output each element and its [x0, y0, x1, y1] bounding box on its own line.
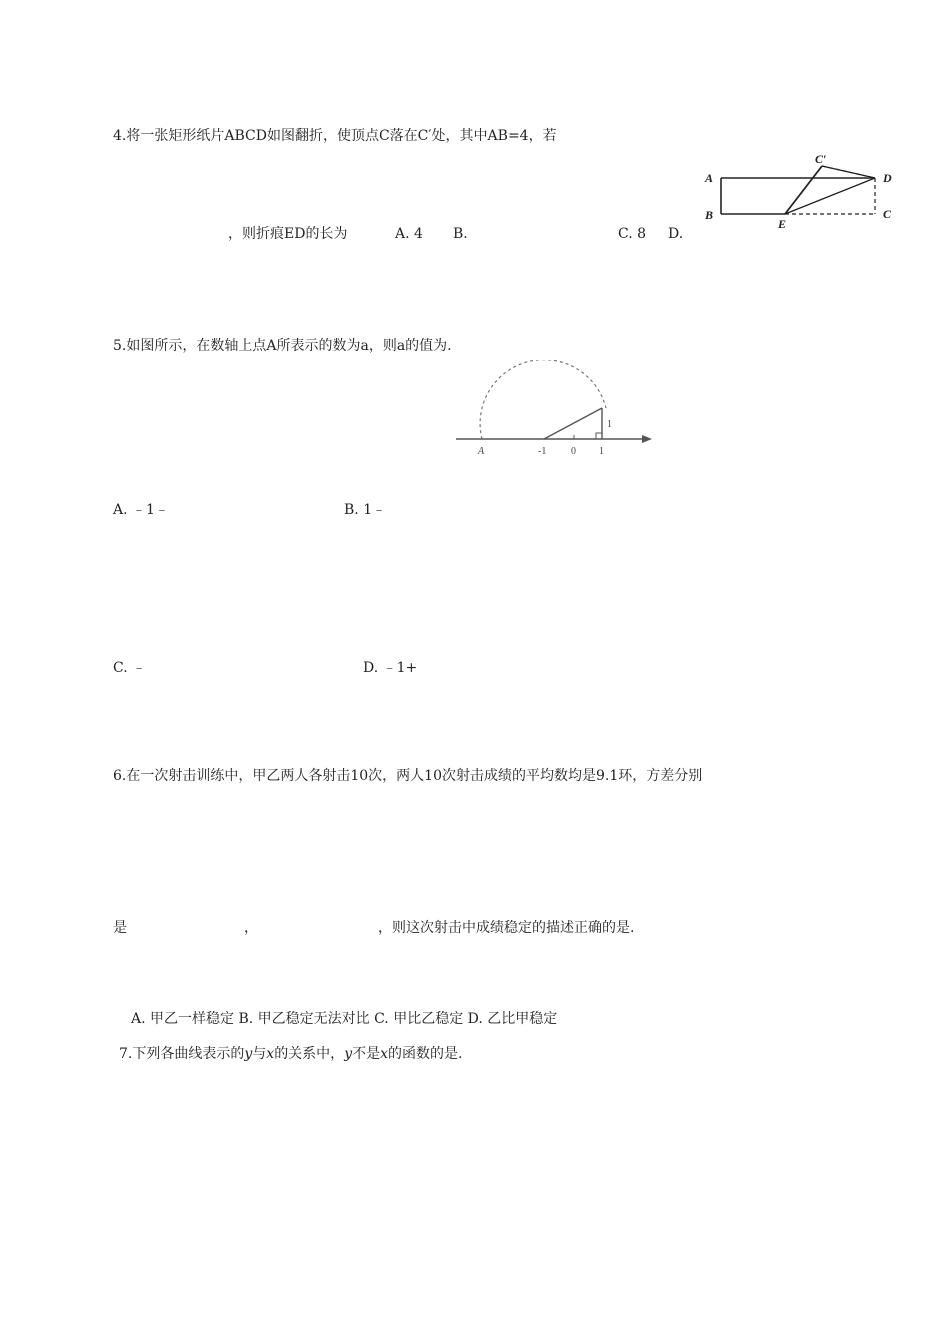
q5-figure-number-line: [452, 360, 657, 460]
q4-option-b: B.: [453, 226, 468, 242]
q7-var-x: x: [266, 1046, 275, 1062]
q5-option-d: D. ﹣1+: [363, 660, 418, 676]
q6-continued-end: ，则这次射击中成绩稳定的描述正确的是.: [378, 920, 635, 936]
q5-option-a: A. ﹣1﹣: [113, 502, 169, 518]
q6-continued-start: 是: [113, 920, 127, 936]
q7-stem: [119, 1046, 462, 1062]
q5-label-height: 1: [607, 419, 612, 430]
q5-option-b: B. 1﹣: [344, 502, 387, 518]
q4-option-d: D.: [668, 226, 684, 242]
q4-stem-continued: ，则折痕ED的长为: [228, 226, 348, 242]
q5-label-one: 1: [599, 446, 604, 457]
q5-label-zero: 0: [571, 446, 576, 457]
q7-stem-part3: 的关系中，: [274, 1046, 345, 1062]
q5-label-neg-one: -1: [538, 446, 547, 457]
q4-label-B: B: [705, 208, 714, 222]
q7-var-y-2: y: [344, 1046, 353, 1062]
q7-var-x-2: x: [380, 1046, 389, 1062]
q4-option-c: C. 8: [618, 226, 647, 242]
q7-stem-part2: 与: [252, 1046, 267, 1062]
q4-option-a: A. 4: [395, 226, 423, 242]
q6-stem: 6.在一次射击训练中，甲乙两人各射击10次，两人10次射击成绩的平均数均是9.1环，方差分别: [113, 768, 703, 784]
q4-stem: 4.将一张矩形纸片ABCD如图翻折，使顶点C落在C′处，其中AB=4，若: [113, 128, 557, 144]
q4-edge-C'D: [822, 166, 875, 178]
q4-label-C-prime: C′: [815, 152, 827, 166]
q6-options: A. 甲乙一样稳定 B. 甲乙稳定无法对比 C. 甲比乙稳定 D. 乙比甲稳定: [131, 1011, 558, 1027]
q5-right-angle-mark: [596, 433, 602, 439]
q4-figure-folded-rectangle: [700, 152, 905, 230]
q7-stem-part4: 不是: [352, 1046, 381, 1062]
q4-label-E: E: [778, 217, 787, 230]
q4-label-A: A: [705, 171, 714, 185]
q5-dashed-arc: [480, 360, 606, 439]
q5-option-c: C. ﹣: [113, 660, 147, 676]
q5-axis-arrow: [642, 435, 652, 443]
q5-hypotenuse: [544, 408, 602, 439]
q7-var-y: y: [244, 1046, 253, 1062]
q4-label-D: D: [883, 171, 892, 185]
q6-comma: ，: [244, 920, 258, 936]
q7-stem-part1: 7.下列各曲线表示的: [119, 1046, 245, 1062]
q4-label-C: C: [883, 207, 892, 221]
q7-stem-part5: 的函数的是.: [388, 1046, 463, 1062]
q5-stem: 5.如图所示，在数轴上点A所表示的数为a，则a的值为.: [113, 338, 452, 354]
q5-label-A: A: [478, 446, 485, 457]
